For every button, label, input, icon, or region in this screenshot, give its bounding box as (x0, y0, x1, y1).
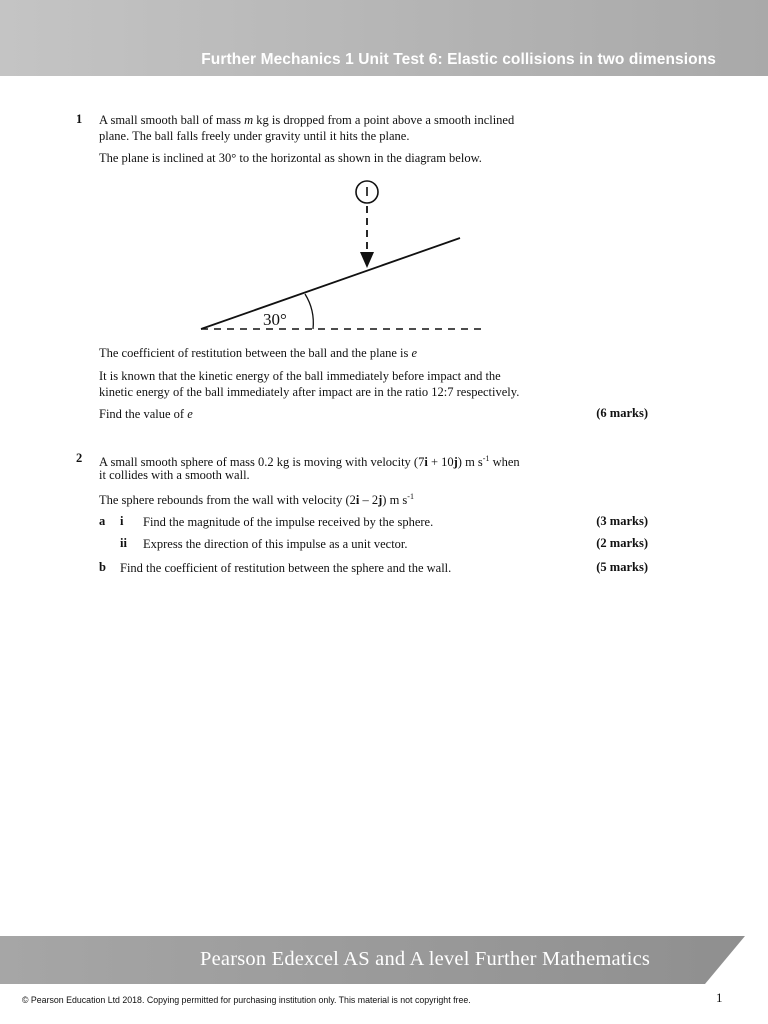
footer-title: Pearson Edexcel AS and A level Further Mathematics (200, 948, 651, 970)
copyright-notice: © Pearson Education Ltd 2018. Copying permitted for purchasing institution only. This material is not copyright free. (22, 995, 471, 1005)
q2-part-a-i-label: i (120, 514, 124, 528)
q2-line-1: A small smooth sphere of mass 0.2 kg is moving with velocity (7i + 10j) m $s^{-1}$ when (99, 454, 520, 470)
q1-ke-line-1: It is known that the kinetic energy of the ball immediately before impact and the (99, 369, 501, 383)
arrow-head-icon (360, 252, 374, 268)
q1-ke-line-2: kinetic energy of the ball immediately after impact are in the ratio 12:7 respectively. (99, 385, 520, 399)
q1-line-1: A small smooth ball of mass m kg is dropped from a point above a smooth inclined (99, 113, 515, 127)
q2-part-b-text: Find the coefficient of restitution between the sphere and the wall. (120, 561, 452, 575)
q1-find-line: Find the value of e (99, 407, 193, 421)
angle-arc (305, 294, 313, 329)
question-2-number: 2 (76, 451, 83, 465)
angle-label: 30° (263, 310, 287, 329)
q2-part-a-ii-marks: (2 marks) (596, 536, 648, 550)
q2-part-a-ii-text: Express the direction of this impulse as a unit vector. (143, 537, 408, 551)
q1-coefficient-line: The coefficient of restitution between the ball and the plane is e (99, 346, 418, 360)
q1-marks: (6 marks) (596, 406, 648, 420)
inclined-plane-line (201, 238, 460, 329)
q2-line-2: it collides with a smooth wall. (99, 468, 250, 482)
q2-part-a-label: a (99, 514, 106, 528)
q2-part-a-i-text: Find the magnitude of the impulse received by the sphere. (143, 515, 434, 529)
inclined-plane-diagram (195, 176, 485, 336)
q2-part-b-label: b (99, 560, 106, 574)
page-title: Further Mechanics 1 Unit Test 6: Elastic collisions in two dimensions (201, 51, 716, 68)
q1-line-2: plane. The ball falls freely under gravity until it hits the plane. (99, 129, 410, 143)
q2-rebound-line: The sphere rebounds from the wall with velocity (2i – 2j) m $s^{-1}$ (99, 492, 414, 508)
q1-line-3: The plane is inclined at 30° to the horizontal as shown in the diagram below. (99, 151, 482, 165)
q2-part-a-ii-label: ii (120, 536, 127, 550)
page-number: 1 (716, 990, 723, 1005)
q2-part-b-marks: (5 marks) (596, 560, 648, 574)
question-1-number: 1 (76, 112, 83, 126)
q2-part-a-i-marks: (3 marks) (596, 514, 648, 528)
